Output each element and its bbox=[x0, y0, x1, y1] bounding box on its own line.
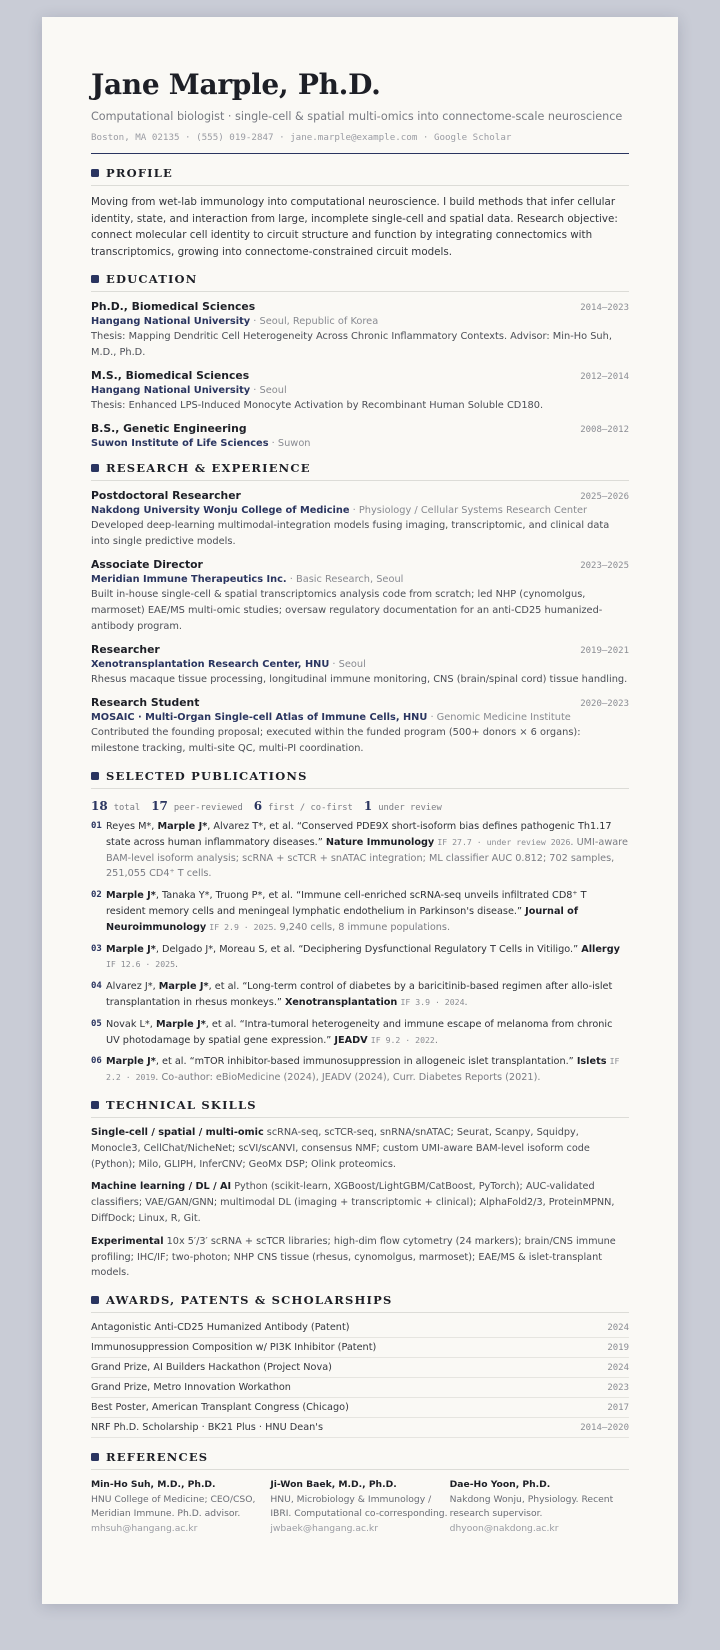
journal-name: Journal of Neuroimmunology bbox=[106, 905, 579, 933]
publication-number: 06 bbox=[91, 1056, 102, 1067]
resume-page bbox=[42, 17, 678, 1604]
reference-email[interactable]: jwbaek@hangang.ac.kr bbox=[270, 1522, 379, 1534]
stat-peer-reviewed: 17 peer-reviewed bbox=[151, 799, 243, 813]
reference-name: Ji-Won Baek, M.D., Ph.D. bbox=[270, 1479, 397, 1491]
entry-org: MOSAIC · Multi-Organ Single-cell Atlas of Immune Cells, HNU bbox=[91, 712, 428, 723]
entry-location: · Seoul, Republic of Korea bbox=[250, 316, 379, 327]
section-heading-references: REFERENCES bbox=[91, 1450, 629, 1470]
skill-category: Single-cell / spatial / multi-omic bbox=[91, 1126, 264, 1138]
entry-org: Nakdong University Wonju College of Medicine bbox=[91, 505, 350, 516]
entry-description: Thesis: Mapping Dendritic Cell Heterogeneity Across Chronic Inflammatory Contexts. Advisor: Min-Ho Suh, M.D., Ph.D. bbox=[91, 331, 612, 358]
research-list bbox=[91, 489, 629, 757]
publication-title: “Intra-tumoral heterogeneity and immune escape of melanoma from chronic UV photodamage by spatial gene expression.” bbox=[106, 1018, 613, 1046]
award-row bbox=[91, 1418, 629, 1438]
section-heading-awards: AWARDS, PATENTS & SCHOLARSHIPS bbox=[91, 1293, 629, 1313]
publication-item: 06 Marple J*, et al. “mTOR inhibitor-based immunosuppression in allogeneic islet transplantation.” Islets IF 2.2 · 2019. Co-author: eBioMedicine (2024), JEADV (2024), Curr. Diabetes Reports (2021). bbox=[91, 1054, 629, 1086]
section-heading-education: EDUCATION bbox=[91, 272, 629, 292]
entry-title: Research Student bbox=[91, 696, 200, 709]
references-list bbox=[91, 1478, 629, 1536]
publication-number: 03 bbox=[91, 943, 102, 954]
stat-first-author: 6 first / co-first bbox=[253, 799, 353, 813]
entry-description: Developed deep-learning multimodal-integration models fusing imaging, transcriptomic, and clinical data into single predictive models. bbox=[91, 520, 610, 547]
publication-number: 02 bbox=[91, 890, 102, 901]
header-rule bbox=[91, 153, 629, 154]
publication-stats bbox=[91, 799, 629, 813]
publication-meta: IF 9.2 · 2022 bbox=[370, 1034, 435, 1045]
journal-name: JEADV bbox=[334, 1034, 368, 1046]
entry-title: Associate Director bbox=[91, 558, 203, 571]
contact-line: Boston, MA 02135 · (555) 019-2847 · jane.marple@example.com · Google Scholar bbox=[91, 132, 512, 143]
research-entry bbox=[91, 643, 629, 688]
award-year: 2023 bbox=[607, 1383, 629, 1394]
entry-date: 2008–2012 bbox=[580, 425, 629, 435]
education-entry bbox=[91, 300, 629, 361]
publication-title: “mTOR inhibitor-based immunosuppression in allogeneic islet transplantation.” bbox=[189, 1056, 574, 1068]
entry-org: Xenotransplantation Research Center, HNU bbox=[91, 659, 330, 670]
entry-location: · Genomic Medicine Institute bbox=[427, 712, 571, 723]
entry-date: 2020–2023 bbox=[580, 699, 629, 709]
award-row bbox=[91, 1318, 629, 1338]
square-bullet-icon bbox=[91, 1453, 99, 1461]
award-row bbox=[91, 1338, 629, 1358]
square-bullet-icon bbox=[91, 464, 99, 472]
section-heading-research: RESEARCH & EXPERIENCE bbox=[91, 461, 629, 481]
square-bullet-icon bbox=[91, 772, 99, 780]
award-name: NRF Ph.D. Scholarship · BK21 Plus · HNU Dean's bbox=[91, 1422, 323, 1434]
publication-meta: IF 3.9 · 2024 bbox=[400, 996, 465, 1007]
skill-group: Machine learning / DL / AI Python (scikit-learn, XGBoost/LightGBM/CatBoost, PyTorch); AUC-validated classifiers; VAE/GAN/GNN; multimodal DL (imaging + transcriptomic + clinical); AlphaFold2/3, ProteinMPNN, DiffDock; Linux, R, Git. bbox=[91, 1181, 615, 1224]
stat-total: 18 total bbox=[91, 799, 141, 813]
publication-meta: IF 2.9 · 2025 bbox=[209, 921, 274, 932]
award-name: Immunosuppression Composition w/ PI3K Inhibitor (Patent) bbox=[91, 1342, 377, 1354]
entry-description: Rhesus macaque tissue processing, longitudinal immune monitoring, CNS (brain/spinal cord) tissue handling. bbox=[91, 674, 628, 685]
entry-location: · Physiology / Cellular Systems Research Center bbox=[349, 505, 588, 516]
entry-location: · Basic Research, Seoul bbox=[286, 574, 404, 585]
publication-meta: IF 12.6 · 2025 bbox=[106, 959, 176, 970]
skill-group: Single-cell / spatial / multi-omic scRNA-seq, scTCR-seq, snRNA/snATAC; Seurat, Scanpy, Squidpy, Monocle3, CellChat/NicheNet; scVI/scANVI, consensus NMF; custom UMI-aware BAM-level isoform code (Python); Milo, GLIPH, InferCNV; GeoMx DSP; Olink proteomics. bbox=[91, 1126, 590, 1170]
section-heading-skills: TECHNICAL SKILLS bbox=[91, 1098, 629, 1118]
research-entry bbox=[91, 558, 629, 635]
stat-under-review: 1 under review bbox=[363, 799, 442, 813]
research-entry bbox=[91, 696, 629, 757]
entry-title: Postdoctoral Researcher bbox=[91, 489, 241, 502]
entry-org: Hangang National University bbox=[91, 385, 251, 396]
skill-category: Experimental bbox=[91, 1235, 164, 1247]
entry-description: Contributed the founding proposal; executed within the funded program (500+ donors × 6 organs): milestone tracking, multi-site QC, multi-PI coordination. bbox=[91, 727, 581, 754]
education-entry bbox=[91, 422, 629, 449]
journal-name: Allergy bbox=[581, 943, 620, 955]
publication-meta: IF 2.2 · 2019 bbox=[106, 1056, 620, 1083]
reference-description: HNU, Microbiology & Immunology / IBRI. Computational co-corresponding. bbox=[270, 1493, 448, 1520]
award-year: 2024 bbox=[607, 1323, 629, 1334]
award-year: 2024 bbox=[607, 1363, 629, 1374]
reference-name: Min-Ho Suh, M.D., Ph.D. bbox=[91, 1479, 216, 1491]
reference-email[interactable]: mhsuh@hangang.ac.kr bbox=[91, 1522, 198, 1534]
entry-title: M.S., Biomedical Sciences bbox=[91, 369, 250, 382]
publication-item: 03 Marple J*, Delgado J*, Moreau S, et al. “Deciphering Dysfunctional Regulatory T Cells in Vitiligo.” Allergy IF 12.6 · 2025. bbox=[91, 942, 629, 974]
entry-title: Ph.D., Biomedical Sciences bbox=[91, 300, 256, 313]
skills-list bbox=[91, 1125, 629, 1281]
entry-org: Suwon Institute of Life Sciences bbox=[91, 438, 269, 449]
publication-number: 01 bbox=[91, 821, 102, 831]
award-row bbox=[91, 1378, 629, 1398]
reference-description: HNU College of Medicine; CEO/CSO, Meridian Immune. Ph.D. advisor. bbox=[91, 1493, 256, 1520]
award-row bbox=[91, 1358, 629, 1378]
entry-title: B.S., Genetic Engineering bbox=[91, 422, 247, 435]
entry-description: Built in-house single-cell & spatial transcriptomics analysis code from scratch; led NHP (cynomolgus, marmoset) EAE/MS multi-omic studies; oversaw regulatory documentation for an anti-CD25 humanized-antibody program. bbox=[91, 589, 603, 632]
entry-org: Hangang National University bbox=[91, 316, 251, 327]
section-heading-publications: SELECTED PUBLICATIONS bbox=[91, 769, 629, 789]
publication-meta: IF 27.7 · under review 2026 bbox=[437, 836, 571, 847]
entry-date: 2023–2025 bbox=[580, 561, 629, 571]
award-name: Antagonistic Anti-CD25 Humanized Antibody (Patent) bbox=[91, 1322, 350, 1334]
square-bullet-icon bbox=[91, 1296, 99, 1304]
publication-list bbox=[91, 819, 629, 1086]
entry-title: Researcher bbox=[91, 643, 160, 656]
reference-name: Dae-Ho Yoon, Ph.D. bbox=[449, 1479, 551, 1491]
reference-description: Nakdong Wonju, Physiology. Recent research supervisor. bbox=[449, 1493, 614, 1520]
awards-list bbox=[91, 1318, 629, 1438]
award-year: 2019 bbox=[607, 1343, 629, 1354]
publication-title: “Long-term control of diabetes by a baricitinib-based regimen after allo-islet transplantation in rhesus monkeys.” bbox=[106, 981, 613, 1008]
publication-title: “Conserved PDE9X short-isoform bias defines pathogenic Th1.17 state across human inflammatory diseases.” bbox=[106, 821, 612, 848]
research-entry bbox=[91, 489, 629, 550]
square-bullet-icon bbox=[91, 169, 99, 177]
reference-card bbox=[91, 1478, 270, 1536]
profile-text: Moving from wet-lab immunology into computational neuroscience. I build methods that infer cellular identity, state, and interaction from large, incomplete single-cell and spatial data. Research objective: connect molecular cell identity to circuit structure and function by integrating connectomics with transcriptomics, growing into connectome-constrained circuit models. bbox=[91, 196, 618, 258]
square-bullet-icon bbox=[91, 275, 99, 283]
journal-name: Islets bbox=[576, 1056, 607, 1068]
award-year: 2017 bbox=[607, 1403, 629, 1414]
award-name: Best Poster, American Transplant Congress (Chicago) bbox=[91, 1402, 349, 1414]
candidate-name: Jane Marple, Ph.D. bbox=[91, 68, 381, 101]
publication-item: 01 Reyes M*, Marple J*, Alvarez T*, et al. “Conserved PDE9X short-isoform bias defines pathogenic Th1.17 state across human inflammatory diseases.” Nature Immunology IF 27.7 · under review 2026. UMI-aware BAM-level isoform analysis; scRNA + scTCR + snATAC integration; ML classifier AUC 0.812; 702 samples, 251,055 CD4⁺ T cells. bbox=[91, 819, 629, 882]
journal-name: Xenotransplantation bbox=[285, 996, 398, 1008]
journal-name: Nature Immunology bbox=[325, 836, 435, 848]
award-name: Grand Prize, Metro Innovation Workathon bbox=[91, 1382, 291, 1394]
section-heading-profile: PROFILE bbox=[91, 166, 629, 186]
entry-org: Meridian Immune Therapeutics Inc. bbox=[91, 574, 287, 585]
square-bullet-icon bbox=[91, 1101, 99, 1109]
tagline: Computational biologist · single-cell & spatial multi-omics into connectome-scale neuroscience bbox=[91, 110, 623, 123]
publication-item: 04 Alvarez J*, Marple J*, et al. “Long-term control of diabetes by a baricitinib-based regimen after allo-islet transplantation in rhesus monkeys.” Xenotransplantation IF 3.9 · 2024. bbox=[91, 979, 629, 1011]
publication-item: 02 Marple J*, Tanaka Y*, Truong P*, et al. “Immune cell-enriched scRNA-seq unveils infiltrated CD8⁺ T resident memory cells and meningeal lymphatic endothelium in Parkinson's disease.” Journal of Neuroimmunology IF 2.9 · 2025. 9,240 cells, 8 immune populations. bbox=[91, 888, 629, 935]
publication-number: 04 bbox=[91, 981, 102, 992]
award-row bbox=[91, 1398, 629, 1418]
entry-location: · Seoul bbox=[329, 659, 366, 670]
entry-location: · Seoul bbox=[250, 385, 287, 396]
reference-email[interactable]: dhyoon@nakdong.ac.kr bbox=[449, 1522, 559, 1534]
education-list bbox=[91, 300, 629, 449]
reference-card bbox=[450, 1478, 629, 1536]
education-entry bbox=[91, 369, 629, 414]
skill-group: Experimental 10x 5′/3′ scRNA + scTCR libraries; high-dim flow cytometry (24 markers); brain/CNS immune profiling; IHC/IF; two-photon; NHP CNS tissue (rhesus, cynomolgus, marmoset); EAE/MS & islet-transplant models. bbox=[91, 1235, 616, 1279]
publication-number: 05 bbox=[91, 1018, 102, 1029]
publication-item: 05 Novak L*, Marple J*, et al. “Intra-tumoral heterogeneity and immune escape of melanoma from chronic UV photodamage by spatial gene expression.” JEADV IF 9.2 · 2022. bbox=[91, 1017, 629, 1049]
reference-card bbox=[270, 1478, 449, 1536]
entry-date: 2019–2021 bbox=[580, 646, 629, 656]
publication-title: “Deciphering Dysfunctional Regulatory T Cells in Vitiligo.” bbox=[298, 943, 579, 955]
entry-date: 2025–2026 bbox=[580, 492, 629, 502]
entry-location: · Suwon bbox=[268, 438, 311, 449]
award-name: Grand Prize, AI Builders Hackathon (Project Nova) bbox=[91, 1362, 332, 1374]
skill-category: Machine learning / DL / AI bbox=[91, 1181, 232, 1193]
entry-date: 2014–2023 bbox=[580, 303, 629, 313]
entry-description: Thesis: Enhanced LPS-Induced Monocyte Activation by Recombinant Human Soluble CD180. bbox=[91, 400, 544, 411]
entry-date: 2012–2014 bbox=[580, 372, 629, 382]
award-year: 2014–2020 bbox=[580, 1423, 629, 1434]
publication-title: “Immune cell-enriched scRNA-seq unveils infiltrated CD8⁺ T resident memory cells and meningeal lymphatic endothelium in Parkinson's disease.” bbox=[106, 890, 587, 917]
